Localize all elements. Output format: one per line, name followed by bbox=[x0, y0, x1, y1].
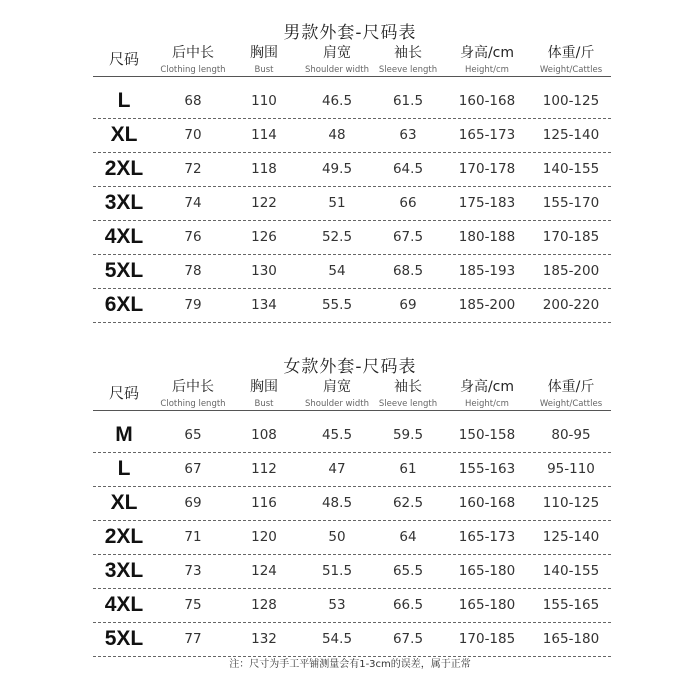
table-cell: 108 bbox=[251, 427, 277, 443]
table-cell: 126 bbox=[251, 229, 277, 245]
column-header-label: 肩宽 bbox=[323, 379, 351, 395]
size-label: 4XL bbox=[104, 593, 144, 616]
column-header-label: 体重/斤 bbox=[547, 379, 595, 395]
column-header bbox=[447, 42, 527, 76]
table-cell: 70 bbox=[184, 127, 202, 143]
column-header-label: 尺码 bbox=[108, 50, 139, 68]
table-cell: 69 bbox=[184, 495, 202, 511]
column-header-label: 肩宽 bbox=[323, 45, 351, 61]
column-header bbox=[94, 42, 154, 76]
column-header bbox=[373, 376, 443, 410]
table-cell: 165-180 bbox=[542, 631, 600, 647]
table-cell: 116 bbox=[251, 495, 277, 511]
size-label: XL bbox=[110, 123, 138, 146]
table-row bbox=[93, 554, 611, 589]
table-row bbox=[93, 622, 611, 657]
table-cell: 95-110 bbox=[547, 461, 595, 477]
column-header-label: 身高/cm bbox=[459, 379, 515, 395]
column-header-label: 胸围 bbox=[250, 45, 278, 61]
table-cell: 59.5 bbox=[392, 427, 424, 443]
size-label: L bbox=[117, 457, 131, 480]
table-row bbox=[93, 220, 611, 255]
table-row bbox=[93, 84, 611, 119]
column-header bbox=[153, 42, 233, 76]
table-row bbox=[93, 486, 611, 521]
table-cell: 71 bbox=[184, 529, 202, 545]
size-label: 2XL bbox=[104, 157, 144, 180]
table-cell: 67 bbox=[184, 461, 202, 477]
size-label: L bbox=[117, 89, 131, 112]
table-cell: 110-125 bbox=[542, 495, 600, 511]
column-header bbox=[234, 42, 294, 76]
table-cell: 73 bbox=[184, 563, 202, 579]
table-cell: 65.5 bbox=[392, 563, 424, 579]
table-cell: 54.5 bbox=[321, 631, 353, 647]
table-cell: 46.5 bbox=[321, 93, 353, 109]
table-cell: 170-185 bbox=[542, 229, 600, 245]
size-label: 5XL bbox=[104, 627, 144, 650]
womens-table-title: 女款外套-尺码表 bbox=[283, 357, 417, 377]
column-header bbox=[526, 42, 616, 76]
column-header-label: 后中长 bbox=[172, 45, 214, 61]
column-header bbox=[526, 376, 616, 410]
table-cell: 160-168 bbox=[458, 93, 516, 109]
column-header-english: Bust bbox=[254, 65, 274, 75]
table-cell: 48.5 bbox=[321, 495, 353, 511]
table-row bbox=[93, 520, 611, 555]
table-cell: 67.5 bbox=[392, 631, 424, 647]
column-header-english: Weight/Cattles bbox=[539, 65, 603, 75]
table-cell: 160-168 bbox=[458, 495, 516, 511]
table-cell: 114 bbox=[251, 127, 277, 143]
size-label: 6XL bbox=[104, 293, 144, 316]
table-cell: 62.5 bbox=[392, 495, 424, 511]
table-cell: 69 bbox=[399, 297, 417, 313]
table-row bbox=[93, 452, 611, 487]
table-cell: 124 bbox=[251, 563, 277, 579]
table-cell: 61 bbox=[399, 461, 417, 477]
measurement-note: 注：尺寸为手工平铺测量会有1-3cm的误差，属于正常 bbox=[229, 659, 471, 670]
table-cell: 51 bbox=[328, 195, 346, 211]
table-cell: 61.5 bbox=[392, 93, 424, 109]
table-cell: 150-158 bbox=[458, 427, 516, 443]
column-header-label: 胸围 bbox=[250, 379, 278, 395]
table-cell: 112 bbox=[251, 461, 277, 477]
table-cell: 77 bbox=[184, 631, 202, 647]
table-cell: 128 bbox=[251, 597, 277, 613]
table-cell: 100-125 bbox=[542, 93, 600, 109]
table-cell: 140-155 bbox=[542, 563, 600, 579]
table-cell: 66 bbox=[399, 195, 417, 211]
table-cell: 66.5 bbox=[392, 597, 424, 613]
table-cell: 118 bbox=[251, 161, 277, 177]
table-row bbox=[93, 118, 611, 153]
size-label: 3XL bbox=[104, 559, 144, 582]
table-cell: 120 bbox=[251, 529, 277, 545]
table-cell: 110 bbox=[251, 93, 277, 109]
table-cell: 64 bbox=[399, 529, 417, 545]
table-cell: 175-183 bbox=[458, 195, 516, 211]
table-cell: 185-200 bbox=[458, 297, 516, 313]
table-cell: 49.5 bbox=[321, 161, 353, 177]
size-label: M bbox=[115, 423, 133, 446]
table-cell: 67.5 bbox=[392, 229, 424, 245]
column-header bbox=[234, 376, 294, 410]
column-header bbox=[447, 376, 527, 410]
table-row bbox=[93, 588, 611, 623]
column-header bbox=[153, 376, 233, 410]
size-label: XL bbox=[110, 491, 138, 514]
column-header-english: Bust bbox=[254, 399, 274, 409]
table-cell: 54 bbox=[328, 263, 346, 279]
table-cell: 76 bbox=[184, 229, 202, 245]
table-row bbox=[93, 152, 611, 187]
table-cell: 165-180 bbox=[458, 563, 516, 579]
column-header-label: 尺码 bbox=[108, 384, 139, 402]
table-cell: 74 bbox=[184, 195, 202, 211]
table-cell: 155-165 bbox=[542, 597, 600, 613]
table-cell: 68.5 bbox=[392, 263, 424, 279]
table-cell: 80-95 bbox=[551, 427, 591, 443]
column-header bbox=[94, 376, 154, 410]
table-cell: 180-188 bbox=[458, 229, 516, 245]
table-cell: 155-170 bbox=[542, 195, 600, 211]
table-cell: 165-173 bbox=[458, 127, 516, 143]
column-header-english: Shoulder width bbox=[305, 65, 369, 75]
header-divider bbox=[93, 76, 611, 77]
size-label: 4XL bbox=[104, 225, 144, 248]
column-header-label: 袖长 bbox=[394, 45, 422, 61]
table-cell: 51.5 bbox=[321, 563, 353, 579]
column-header bbox=[297, 376, 377, 410]
column-header-english: Height/cm bbox=[465, 65, 509, 75]
table-cell: 52.5 bbox=[321, 229, 353, 245]
size-label: 3XL bbox=[104, 191, 144, 214]
table-cell: 122 bbox=[251, 195, 277, 211]
table-cell: 78 bbox=[184, 263, 202, 279]
table-cell: 68 bbox=[184, 93, 202, 109]
table-cell: 55.5 bbox=[321, 297, 353, 313]
size-label: 5XL bbox=[104, 259, 144, 282]
column-header bbox=[373, 42, 443, 76]
table-row bbox=[93, 254, 611, 289]
table-cell: 75 bbox=[184, 597, 202, 613]
column-header-english: Clothing length bbox=[160, 399, 226, 409]
column-header-english: Sleeve length bbox=[378, 399, 438, 409]
table-cell: 47 bbox=[328, 461, 346, 477]
column-header-label: 袖长 bbox=[394, 379, 422, 395]
table-cell: 170-178 bbox=[458, 161, 516, 177]
column-header-english: Weight/Cattles bbox=[539, 399, 603, 409]
table-row bbox=[93, 288, 611, 323]
size-label: 2XL bbox=[104, 525, 144, 548]
column-header-label: 体重/斤 bbox=[547, 45, 595, 61]
column-header-english: Sleeve length bbox=[378, 65, 438, 75]
table-cell: 50 bbox=[328, 529, 346, 545]
mens-table-title: 男款外套-尺码表 bbox=[283, 23, 417, 43]
table-cell: 185-200 bbox=[542, 263, 600, 279]
table-cell: 65 bbox=[184, 427, 202, 443]
column-header-english: Clothing length bbox=[160, 65, 226, 75]
table-cell: 165-173 bbox=[458, 529, 516, 545]
table-row bbox=[93, 418, 611, 453]
table-cell: 72 bbox=[184, 161, 202, 177]
table-cell: 140-155 bbox=[542, 161, 600, 177]
header-divider bbox=[93, 410, 611, 411]
table-cell: 185-193 bbox=[458, 263, 516, 279]
table-cell: 63 bbox=[399, 127, 417, 143]
table-cell: 125-140 bbox=[542, 529, 600, 545]
table-cell: 134 bbox=[251, 297, 277, 313]
table-cell: 200-220 bbox=[542, 297, 600, 313]
column-header-label: 后中长 bbox=[172, 379, 214, 395]
table-cell: 79 bbox=[184, 297, 202, 313]
table-cell: 132 bbox=[251, 631, 277, 647]
table-cell: 125-140 bbox=[542, 127, 600, 143]
table-cell: 170-185 bbox=[458, 631, 516, 647]
column-header-label: 身高/cm bbox=[459, 45, 515, 61]
table-cell: 64.5 bbox=[392, 161, 424, 177]
column-header-english: Shoulder width bbox=[305, 399, 369, 409]
table-cell: 48 bbox=[328, 127, 346, 143]
table-cell: 53 bbox=[328, 597, 346, 613]
table-cell: 130 bbox=[251, 263, 277, 279]
column-header bbox=[297, 42, 377, 76]
table-cell: 165-180 bbox=[458, 597, 516, 613]
table-row bbox=[93, 186, 611, 221]
table-cell: 155-163 bbox=[458, 461, 516, 477]
table-cell: 45.5 bbox=[321, 427, 353, 443]
column-header-english: Height/cm bbox=[465, 399, 509, 409]
